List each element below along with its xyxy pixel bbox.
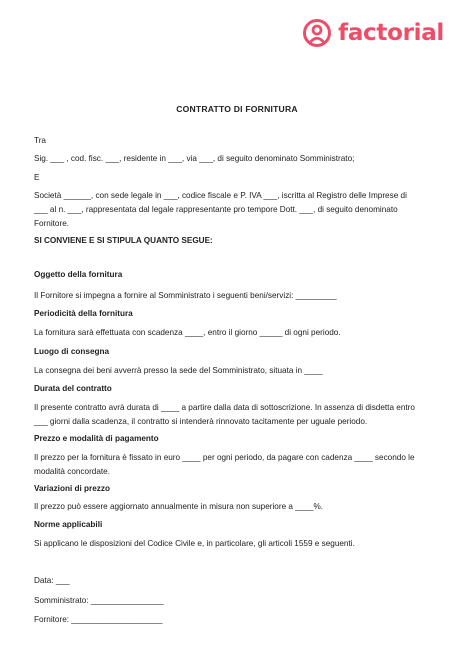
section-body-object: Il Fornitore si impegna a fornire al Somministrato i seguenti beni/servizi: _________: [34, 291, 337, 300]
document-title: CONTRATTO DI FORNITURA: [176, 104, 298, 114]
section-heading-periodicity: Periodicità della fornitura: [34, 309, 133, 318]
signature-client: Somministrato: ________________: [34, 596, 164, 605]
person-icon: [302, 18, 332, 48]
party-2-line-2: ___ al n. ___, rappresentata dal legale rappresentante pro tempore Dott. ___, di seguito denominato: [34, 205, 398, 214]
section-heading-object: Oggetto della fornitura: [34, 270, 123, 279]
parties-between: Tra: [34, 136, 46, 145]
section-body-price-changes: Il prezzo può essere aggiornato annualmente in misura non superiore a ____%.: [34, 502, 324, 511]
section-body-price-line-2: modalità concordate.: [34, 467, 111, 476]
party-2-line-3: Fornitore.: [34, 219, 70, 228]
section-body-duration-line-1: Il presente contratto avrà durata di ____ a partire dalla data di sottoscrizione. In assenza di disdetta entro: [34, 403, 415, 412]
section-heading-delivery: Luogo di consegna: [34, 347, 110, 356]
party-1: Sig. ___ , cod. fisc. ___, residente in ___, via ___, di seguito denominato Somministrato;: [34, 154, 355, 163]
section-heading-price-changes: Variazioni di prezzo: [34, 484, 110, 493]
agreement-heading: SI CONVIENE E SI STIPULA QUANTO SEGUE:: [34, 236, 213, 245]
section-heading-price: Prezzo e modalità di pagamento: [34, 434, 159, 443]
section-heading-law: Norme applicabili: [34, 520, 103, 529]
party-2-line-1: Società ______, con sede legale in ___, codice fiscale e P. IVA ___, iscritta al Registro delle Imprese di: [34, 191, 407, 200]
section-body-periodicity: La fornitura sarà effettuata con scadenza ____, entro il giorno _____ di ogni periodo.: [34, 328, 341, 337]
parties-and: E: [34, 173, 40, 182]
section-heading-duration: Durata del contratto: [34, 384, 112, 393]
section-body-law: Si applicano le disposizioni del Codice Civile e, in particolare, gli articoli 1559 e seguenti.: [34, 539, 355, 548]
signature-supplier: Fornitore: ____________________: [34, 615, 163, 624]
brand-logo: [302, 18, 444, 48]
brand-name: factorial: [338, 20, 444, 46]
section-body-delivery: La consegna dei beni avverrà presso la sede del Somministrato, situata in ____: [34, 366, 323, 375]
signature-date: Data: ___: [34, 576, 70, 585]
section-body-price-line-1: Il prezzo per la fornitura è fissato in euro ____ per ogni periodo, da pagare con cadenza ____ secondo le: [34, 453, 415, 462]
section-body-duration-line-2: ___ giorni dalla scadenza, il contratto si intenderà rinnovato tacitamente per uguale periodo.: [34, 417, 368, 426]
